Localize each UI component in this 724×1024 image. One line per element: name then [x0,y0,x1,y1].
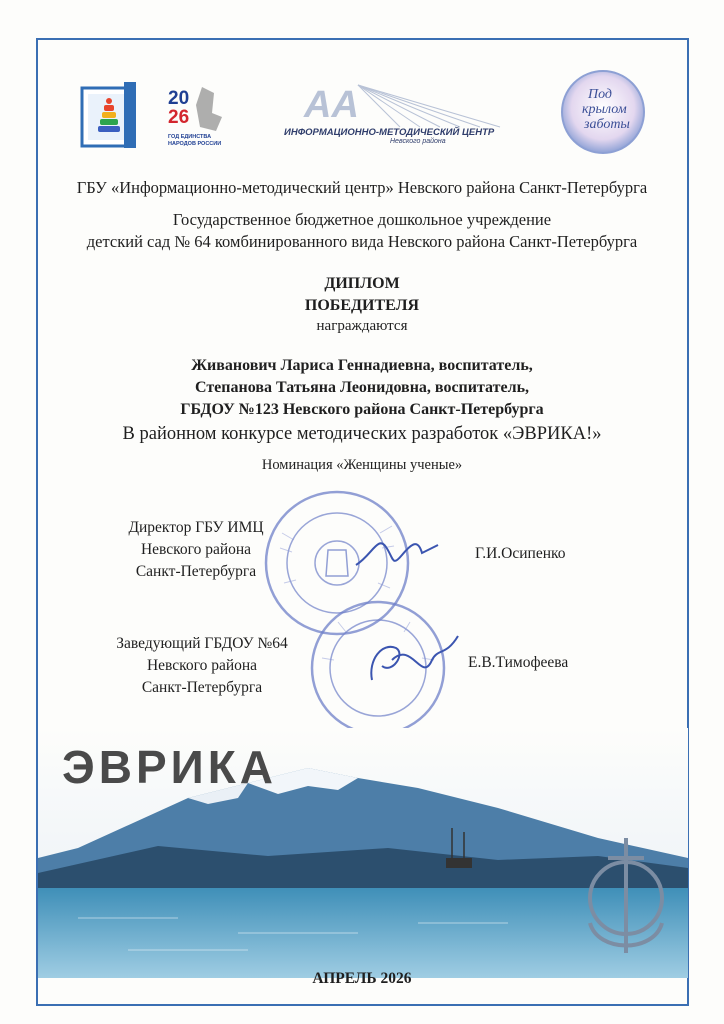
logos-row [0,75,724,165]
seal-text-1: Под [588,87,613,102]
year-caption-1: ГОД ЕДИНСТВА [168,134,212,140]
signatory-2-name: Е.В.Тимофеева [468,654,569,671]
dou-line-1: Государственное бюджетное дошкольное учреждение [172,210,552,229]
imc-logo-subtitle: Невского района [390,138,446,145]
signatory-1-name: Г.И.Осипенко [475,545,566,562]
signatory-1-title-line-1: Директор ГБУ ИМЦ [128,519,264,536]
imc-logo [280,77,520,157]
recipient-line-2: Степанова Татьяна Леонидовна, воспитатель, [194,379,530,396]
under-wing-of-care-logo [560,69,646,155]
recipient-line-3: ГБДОУ №123 Невского района Санкт-Петербурга [180,401,544,418]
year-top-text: 20 [168,88,190,109]
year-bottom-text: 26 [168,107,190,128]
signatory-1-title-line-3: Санкт-Петербурга [135,563,257,580]
signatory-2-title-line-2: Невского района [146,657,258,674]
signatory-2-title [92,633,312,699]
svg-text:AA: AA [304,84,359,126]
year-of-unity-logo [166,83,232,153]
signature-osipenko [352,525,442,575]
contest-text: В районном конкурсе методических разработок «ЭВРИКА!» [122,424,602,444]
signature-timofeeva [362,630,462,690]
nomination-text: Номинация «Женщины ученые» [261,457,463,473]
year-caption-2: НАРОДОВ РОССИИ [168,141,222,147]
signatory-1-title [96,517,296,583]
seal-text-3: заботы [584,117,630,132]
issue-date: АПРЕЛЬ 2026 [312,970,412,987]
diploma-subtitle: ПОБЕДИТЕЛЯ [304,297,420,314]
signatory-2-title-line-1: Заведующий ГБДОУ №64 [116,635,288,652]
signatory-2-title-line-3: Санкт-Петербурга [141,679,263,696]
dou-line-2: детский сад № 64 комбинированного вида Невского района Санкт-Петербурга [86,232,638,251]
seal-text-2: крылом [582,102,627,117]
diploma-title: ДИПЛОМ [324,275,400,292]
signatory-1-title-line-2: Невского района [140,541,252,558]
organizer-line: ГБУ «Информационно-методический центр» Невского района Санкт-Петербурга [76,178,648,197]
imc-logo-title: ИНФОРМАЦИОННО-МЕТОДИЧЕСКИЙ ЦЕНТР [284,127,495,138]
awarded-text: награждаются [316,318,408,334]
recipient-line-1: Живанович Лариса Геннадиевна, воспитатель, [191,357,533,374]
eureka-banner-text: ЭВРИКА [62,741,277,793]
imc-book-logo [80,80,142,152]
